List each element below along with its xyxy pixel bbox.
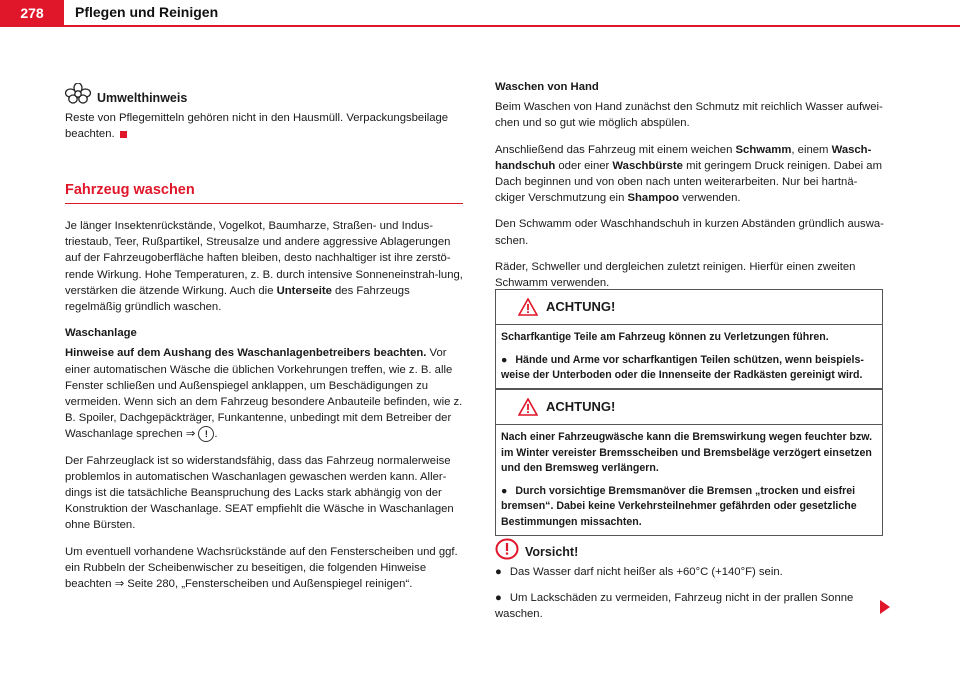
left-body (65, 218, 465, 602)
warning-triangle-icon (518, 398, 538, 416)
hand-wash-p3: Den Schwamm oder Waschhandschuh in kurzen Abständen gründlich auswa-schen. (495, 218, 884, 247)
wax-paragraph: Um eventuell vorhandene Wachsrückstände auf den Fensterscheiben und ggf. ein Rubbeln der Scheibenwischer zu beseitigen, die folgenden Hinweise beachten ⇒ Seite 280, „Fensterscheiben und Außenspiegel reinigen“. (65, 545, 458, 591)
paint-paragraph: Der Fahrzeuglack ist so widerstandsfähig, dass das Fahrzeug normalerweise problemlos in automatischen Waschanlagen gewaschen werden kann. Aller-dings ist die tatsächliche Beanspruchung des Lacks stark abhängig von der Konstruktion der Waschanlage. SEAT empfiehlt die Wäsche in Waschanlagen ohne Bürsten. (65, 454, 454, 532)
end-marker-icon (120, 131, 127, 138)
header-rule (64, 25, 960, 27)
bullet-icon: ● (495, 592, 502, 605)
warning-header (496, 390, 882, 425)
caution-bullet: ● Das Wasser darf nicht heißer als +60°C (+140°F) sein. (495, 564, 875, 580)
warning-line: Scharfkantige Teile am Fahrzeug können zu Verletzungen führen. (501, 331, 829, 343)
section-title: Fahrzeug waschen (65, 182, 195, 198)
caution-ref-icon[interactable]: ! (198, 426, 214, 442)
environment-note-title: Umwelthinweis (97, 91, 188, 105)
page-title: Pflegen und Reinigen (75, 4, 219, 20)
warning-header (496, 290, 882, 325)
next-page-arrow-icon[interactable] (880, 600, 890, 614)
caution-title: Vorsicht! (525, 545, 579, 559)
car-wash-paragraph: Hinweise auf dem Aushang des Waschanlagenbetreibers beachten. Vor einer automatischen Wäsche die üblichen Vorkehrungen treffen, wie z. B. alle Fenster schließen und Außenspiegel anklappen, um Beschädigungen zu vermeiden. Wenn sich an dem Fahrzeug besondere Anbauteile befinden, wie z. B. Spoiler, Dachgepäckträger, Funkantenne, unbedingt mit dem Betreiber der Waschanlage sprechen ⇒ ! . (65, 345, 465, 442)
flower-icon (65, 83, 91, 105)
page-number: 278 (0, 0, 64, 27)
bullet-icon: ● (501, 484, 508, 497)
car-wash-heading: Waschanlage (65, 327, 137, 340)
warning-body (496, 425, 882, 535)
warning-line: Nach einer Fahrzeugwäsche kann die Bremswirkung wegen feuchter bzw. im Winter vereister Bremsscheiben und Bremsbeläge verzögert einsetzen und den Bremsweg verlängern. (501, 431, 873, 475)
caution-body (495, 564, 875, 633)
warning-title: ACHTUNG! (546, 298, 616, 314)
warning-title: ACHTUNG! (546, 398, 616, 414)
hand-wash-section (495, 79, 885, 301)
bullet-icon: ● (495, 566, 502, 578)
caution-icon (495, 538, 519, 560)
environment-note-header (65, 82, 187, 106)
warning-bullet: ● Hände und Arme vor scharfkantigen Teilen schützen, wenn beispiels-weise der Unterboden oder die Innenseite der Radkästen gereinigt wird. (501, 353, 864, 382)
section-rule (65, 203, 463, 204)
caution-header (495, 538, 578, 560)
warning-box-2 (495, 389, 883, 536)
hand-wash-p4: Räder, Schweller und dergleichen zuletzt reinigen. Hierfür einen zweiten Schwamm verwenden. (495, 260, 856, 290)
intro-paragraph: Je länger Insektenrückstände, Vogelkot, Baumharze, Straßen- und Indus-triestaub, Teer, Rußpartikel, Streusalze und andere aggressive Ablagerungen auf der Fahrzeugoberfläche haften bleiben, desto nachhaltiger ist ihre zerstö-rende Wirkung. Hohe Temperaturen, z. B. durch intensive Sonneneinstrah-lung, verstärken die ätzende Wirkung. Auch die Unterseite des Fahrzeugs regelmäßig gründlich waschen. (65, 220, 463, 314)
hand-wash-heading: Waschen von Hand (495, 81, 599, 93)
hand-wash-p1: Beim Waschen von Hand zunächst den Schmutz mit reichlich Wasser aufwei-chen und so gut wie möglich abspülen. (495, 101, 883, 130)
warning-box-1 (495, 289, 883, 389)
environment-note-text: Reste von Pflegemitteln gehören nicht in den Hausmüll. Verpackungsbeilage beachten. (65, 112, 449, 141)
section-heading (65, 182, 463, 204)
warning-bullet: ● Durch vorsichtige Bremsmanöver die Bremsen „trocken und eisfrei bremsen“. Dabei keine Verkehrsteilnehmer gefährden oder gesetzliche Bestimmungen missachten. (501, 484, 857, 528)
caution-bullet: ● Um Lackschäden zu vermeiden, Fahrzeug nicht in der prallen Sonne waschen. (495, 592, 854, 621)
hand-wash-p2: Anschließend das Fahrzeug mit einem weichen Schwamm, einem Wasch-handschuh oder einer Waschbürste mit geringem Druck reinigen. Dabei am Dach beginnen und von oben nach unten weiterarbeiten. Nur bei hartnä-ckiger Verschmutzung ein Shampoo verwenden. (495, 143, 882, 205)
warning-body (496, 325, 882, 388)
warning-triangle-icon (518, 298, 538, 316)
bullet-icon: ● (501, 353, 508, 366)
